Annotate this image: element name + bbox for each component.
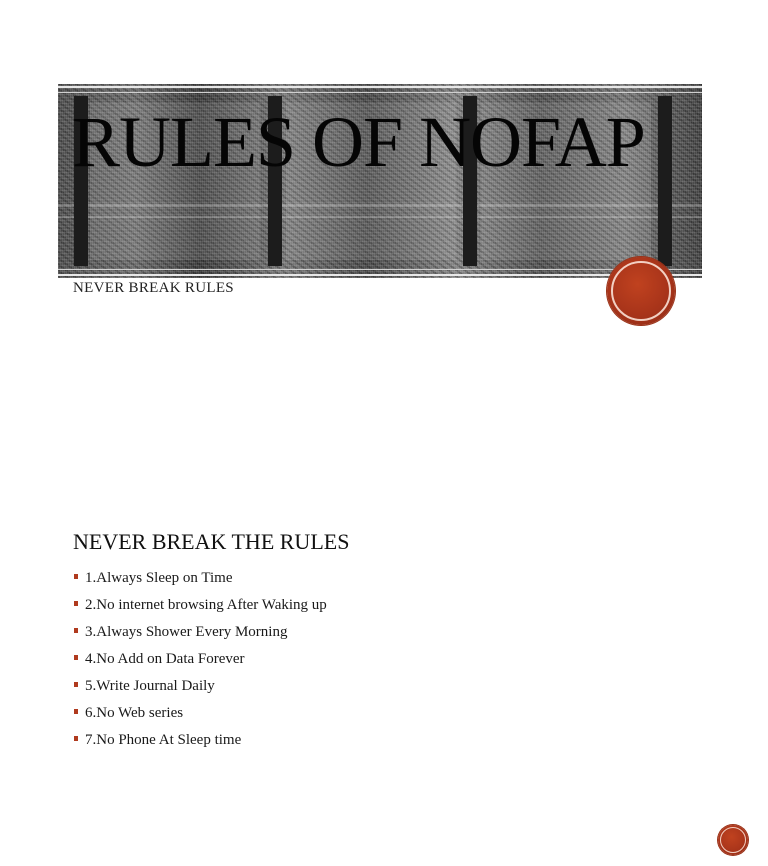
- bullet-icon: [74, 682, 78, 687]
- rule-text: 3.Always Shower Every Morning: [85, 624, 288, 640]
- rule-text: 5.Write Journal Daily: [85, 678, 215, 694]
- rules-heading: NEVER BREAK THE RULES: [73, 529, 350, 554]
- bullet-icon: [74, 601, 78, 606]
- bullet-icon: [74, 628, 78, 633]
- rule-text: 7.No Phone At Sleep time: [85, 732, 242, 748]
- bullet-icon: [74, 736, 78, 741]
- rule-text: 4.No Add on Data Forever: [85, 651, 245, 667]
- band-border-line: [58, 269, 702, 270]
- decorative-seal-icon: [718, 825, 748, 855]
- list-item: [73, 623, 327, 650]
- bullet-icon: [74, 709, 78, 714]
- band-border-line: [58, 92, 702, 93]
- list-item: [73, 731, 327, 758]
- band-border-line: [58, 274, 702, 276]
- bullet-icon: [74, 655, 78, 660]
- list-item: [73, 704, 327, 731]
- rules-list: [73, 569, 327, 758]
- decorative-seal-icon: [607, 257, 675, 325]
- slide-subtitle: NEVER BREAK RULES: [73, 280, 234, 296]
- band-border-line: [58, 86, 702, 88]
- band-streak: [58, 216, 702, 218]
- list-item: [73, 596, 327, 623]
- slide-title: RULES OF NOFAP: [72, 102, 645, 182]
- rule-text: 2.No internet browsing After Waking up: [85, 597, 327, 613]
- list-item: [73, 569, 327, 596]
- list-item: [73, 677, 327, 704]
- bullet-icon: [74, 574, 78, 579]
- rule-text: 6.No Web series: [85, 705, 184, 721]
- rule-text: 1.Always Sleep on Time: [85, 570, 233, 586]
- list-item: [73, 650, 327, 677]
- band-streak: [58, 204, 702, 207]
- rules-slide: [0, 433, 768, 866]
